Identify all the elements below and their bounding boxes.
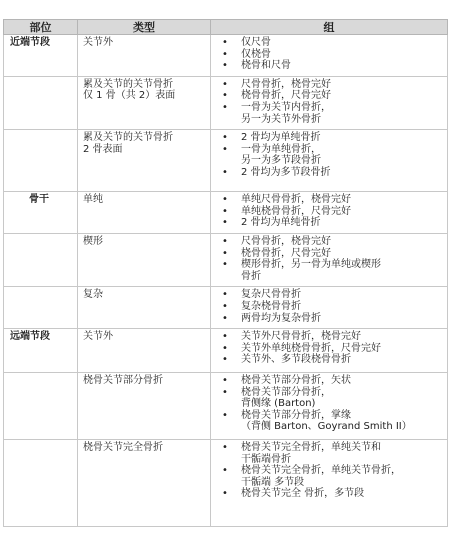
group-line: • 单纯尺骨骨折，桡骨完好 — [241, 194, 351, 206]
group-line: • 楔形骨折，另一骨为单纯或楔形 — [241, 259, 381, 271]
group-line: 另一为关节外骨折 — [241, 113, 321, 125]
table-row — [4, 440, 448, 527]
group-line: • 仅尺骨 — [241, 37, 271, 48]
type-line: 关节外 — [83, 37, 113, 48]
group-item — [215, 301, 443, 313]
type-line: 桡骨关节完全骨折 — [83, 442, 163, 454]
group-line: • 一骨为单纯骨折， — [241, 143, 321, 155]
location-cell: 远端节段 — [4, 329, 78, 373]
type-line: 复杂 — [83, 289, 103, 301]
table-row — [4, 35, 448, 77]
location-cell: 骨干 — [4, 192, 78, 234]
group-item — [215, 90, 443, 102]
group-item — [215, 102, 443, 125]
group-cell — [211, 76, 448, 129]
group-item — [215, 144, 443, 167]
table-row — [4, 287, 448, 329]
type-line: 单纯 — [83, 194, 103, 206]
header-type: 类型 — [78, 20, 211, 35]
group-line: 背侧缘 (Barton) — [241, 398, 316, 410]
type-cell — [78, 76, 211, 129]
header-row — [4, 20, 448, 35]
group-item — [215, 375, 443, 387]
group-line: • 单纯桡骨骨折，尺骨完好 — [241, 205, 351, 217]
group-line: 另一为多节段骨折 — [241, 155, 321, 167]
group-cell — [211, 373, 448, 440]
type-cell — [78, 329, 211, 373]
header-location: 部位 — [4, 20, 78, 35]
location-cell — [4, 287, 78, 329]
group-line: • 桡骨关节部分骨折，掌缘 — [241, 409, 351, 421]
group-line: • 桡骨关节完全骨折，单纯关节和 — [241, 442, 381, 454]
group-cell — [211, 192, 448, 234]
header-group: 组 — [211, 20, 448, 35]
group-item — [215, 60, 443, 72]
type-line: 累及关节的关节骨折 — [83, 132, 173, 144]
location-cell — [4, 76, 78, 129]
type-line: 关节外 — [83, 331, 113, 343]
group-item — [215, 49, 443, 61]
group-item — [215, 217, 443, 229]
table-row — [4, 130, 448, 192]
group-cell — [211, 329, 448, 373]
location-cell — [4, 373, 78, 440]
group-item — [215, 206, 443, 218]
group-line: • 桡骨关节部分骨折， — [241, 386, 331, 398]
group-line: • 桡骨骨折，尺骨完好 — [241, 247, 331, 259]
group-item — [215, 289, 443, 301]
group-line: • 关节外单纯桡骨骨折，尺骨完好 — [241, 342, 381, 354]
group-line: • 尺骨骨折，桡骨完好 — [241, 235, 331, 247]
type-cell — [78, 440, 211, 527]
group-line: • 一骨为关节内骨折， — [241, 101, 331, 113]
group-item — [215, 37, 443, 49]
group-line: • 关节外、多节段桡骨骨折 — [241, 354, 351, 366]
group-line: （背侧 Barton、Goyrand Smith II） — [241, 421, 412, 433]
group-line: • 2 骨均为单纯骨折 — [241, 217, 321, 229]
group-line: • 桡骨关节部分骨折，矢状 — [241, 375, 351, 387]
group-line: • 2 骨均为单纯骨折 — [241, 132, 321, 144]
group-item — [215, 313, 443, 325]
type-line: 桡骨关节部分骨折 — [83, 375, 163, 387]
type-cell — [78, 373, 211, 440]
group-cell — [211, 130, 448, 192]
group-item — [215, 442, 443, 465]
type-line: 楔形 — [83, 235, 103, 247]
group-cell — [211, 440, 448, 527]
group-line: • 桡骨和尺骨 — [241, 60, 291, 72]
location-cell — [4, 233, 78, 286]
group-item — [215, 331, 443, 343]
group-item — [215, 465, 443, 488]
group-line: 骨折 — [241, 270, 261, 282]
group-line: • 关节外尺骨骨折，桡骨完好 — [241, 331, 361, 343]
group-item — [215, 488, 443, 500]
group-line: • 2 骨均为多节段骨折 — [241, 166, 331, 178]
group-item — [215, 387, 443, 410]
group-item — [215, 343, 443, 355]
group-line: • 尺骨骨折，桡骨完好 — [241, 78, 331, 90]
group-item — [215, 236, 443, 248]
group-cell — [211, 287, 448, 329]
type-cell — [78, 130, 211, 192]
group-item — [215, 194, 443, 206]
group-line: 干骺端骨折 — [241, 453, 291, 465]
table-row — [4, 192, 448, 234]
type-line: 2 骨表面 — [83, 143, 123, 155]
group-line: • 复杂尺骨骨折 — [241, 289, 301, 301]
fracture-classification-table — [3, 19, 448, 527]
group-cell — [211, 35, 448, 77]
group-item — [215, 259, 443, 282]
group-line: • 桡骨骨折，尺骨完好 — [241, 90, 331, 102]
group-line: • 桡骨关节完全骨折，单纯关节骨折， — [241, 465, 401, 477]
type-cell — [78, 233, 211, 286]
location-cell — [4, 130, 78, 192]
type-cell — [78, 192, 211, 234]
group-item — [215, 410, 443, 433]
table-row — [4, 373, 448, 440]
group-item — [215, 79, 443, 91]
group-line: • 仅桡骨 — [241, 48, 271, 60]
type-cell — [78, 35, 211, 77]
group-cell — [211, 233, 448, 286]
group-line: 干骺端 多节段 — [241, 476, 305, 488]
group-item — [215, 167, 443, 179]
group-line: • 两骨均为复杂骨折 — [241, 312, 321, 324]
group-line: • 复杂桡骨骨折 — [241, 300, 301, 312]
location-cell — [4, 440, 78, 527]
table-row — [4, 233, 448, 286]
type-line: 仅 1 骨（共 2）表面 — [83, 90, 176, 102]
group-item — [215, 354, 443, 366]
location-cell: 近端节段 — [4, 35, 78, 77]
group-item — [215, 248, 443, 260]
table-row — [4, 76, 448, 129]
type-line: 累及关节的关节骨折 — [83, 78, 173, 90]
type-cell — [78, 287, 211, 329]
group-item — [215, 132, 443, 144]
table-row — [4, 329, 448, 373]
group-line: • 桡骨关节完全 骨折，多节段 — [241, 488, 365, 500]
